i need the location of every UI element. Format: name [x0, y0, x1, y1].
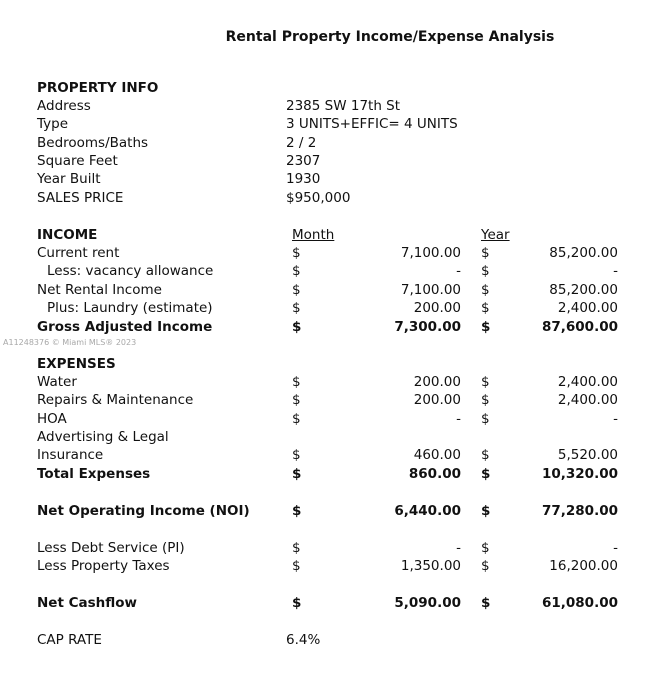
- field-label: SALES PRICE: [37, 190, 124, 206]
- property-field-row: [0, 189, 650, 207]
- year-value: 77,280.00: [541, 503, 618, 519]
- property-info-heading: PROPERTY INFO: [37, 80, 159, 96]
- year-value: 2,400.00: [557, 374, 618, 390]
- cap-rate-label: CAP RATE: [37, 632, 102, 648]
- year-value: 10,320.00: [541, 466, 618, 482]
- month-currency: $: [292, 466, 302, 482]
- property-taxes-row: [0, 557, 650, 575]
- income-row: [0, 281, 650, 299]
- month-value: 200.00: [413, 374, 461, 390]
- year-currency: $: [481, 374, 490, 390]
- year-currency: $: [481, 466, 491, 482]
- month-currency: $: [292, 282, 301, 298]
- row-label: Plus: Laundry (estimate): [47, 300, 213, 316]
- month-value: -: [456, 263, 461, 279]
- month-currency: $: [292, 447, 301, 463]
- row-label: Net Cashflow: [37, 595, 138, 611]
- month-currency: $: [292, 540, 301, 556]
- month-currency: $: [292, 374, 301, 390]
- year-currency: $: [481, 447, 490, 463]
- property-field-row: [0, 115, 650, 133]
- property-field-row: [0, 152, 650, 170]
- year-value: 2,400.00: [557, 392, 618, 408]
- year-value: 85,200.00: [549, 282, 618, 298]
- field-label: Year Built: [37, 171, 101, 187]
- year-currency: $: [481, 282, 490, 298]
- expense-row: [0, 410, 650, 428]
- month-currency: $: [292, 503, 302, 519]
- field-value: $950,000: [286, 190, 351, 206]
- year-currency: $: [481, 263, 490, 279]
- field-value: 2307: [286, 153, 321, 169]
- year-value: 2,400.00: [557, 300, 618, 316]
- income-row: [0, 262, 650, 280]
- row-label: Less Debt Service (PI): [37, 540, 185, 556]
- property-info-heading-row: [0, 79, 650, 97]
- gross-adjusted-income-row: [0, 318, 650, 336]
- income-heading: INCOME: [37, 227, 98, 243]
- row-label: Total Expenses: [37, 466, 151, 482]
- income-row: [0, 299, 650, 317]
- year-value: -: [613, 411, 618, 427]
- field-label: Square Feet: [37, 153, 118, 169]
- year-currency: $: [481, 300, 490, 316]
- row-label: Insurance: [37, 447, 104, 463]
- row-label: Less Property Taxes: [37, 558, 170, 574]
- field-label: Type: [37, 116, 69, 132]
- month-currency: $: [292, 319, 302, 335]
- year-value: 16,200.00: [549, 558, 618, 574]
- month-value: 200.00: [413, 300, 461, 316]
- month-value: 860.00: [408, 466, 461, 482]
- year-currency: $: [481, 595, 491, 611]
- noi-row: [0, 502, 650, 520]
- month-currency: $: [292, 245, 301, 261]
- row-label: Gross Adjusted Income: [37, 319, 213, 335]
- year-currency: $: [481, 558, 490, 574]
- month-currency: $: [292, 263, 301, 279]
- year-value: -: [613, 540, 618, 556]
- property-field-row: [0, 170, 650, 188]
- month-value: 6,440.00: [394, 503, 461, 519]
- mls-watermark: A11248376 © Miami MLS® 2023: [3, 338, 137, 347]
- expense-row: [0, 446, 650, 464]
- net-cashflow-row: [0, 594, 650, 612]
- row-label: Repairs & Maintenance: [37, 392, 194, 408]
- month-value: 5,090.00: [394, 595, 461, 611]
- cap-rate-value: 6.4%: [286, 632, 321, 648]
- month-currency: $: [292, 300, 301, 316]
- debt-service-row: [0, 539, 650, 557]
- year-column-header: Year: [481, 227, 510, 243]
- month-value: 460.00: [413, 447, 461, 463]
- month-currency: $: [292, 392, 301, 408]
- row-label: Current rent: [37, 245, 120, 261]
- field-value: 2385 SW 17th St: [286, 98, 401, 114]
- month-value: -: [456, 540, 461, 556]
- expense-row: [0, 373, 650, 391]
- month-currency: $: [292, 595, 302, 611]
- cap-rate-row: [0, 631, 650, 649]
- month-value: 1,350.00: [400, 558, 461, 574]
- row-label: Net Rental Income: [37, 282, 162, 298]
- income-heading-row: [0, 226, 650, 244]
- month-currency: $: [292, 411, 301, 427]
- document-title: Rental Property Income/Expense Analysis: [225, 29, 555, 45]
- row-label: Water: [37, 374, 77, 390]
- month-value: 7,300.00: [394, 319, 461, 335]
- month-value: 7,100.00: [400, 245, 461, 261]
- row-label: Advertising & Legal: [37, 429, 169, 445]
- year-value: 87,600.00: [541, 319, 618, 335]
- property-field-row: [0, 134, 650, 152]
- year-value: 61,080.00: [541, 595, 618, 611]
- expenses-heading: EXPENSES: [37, 356, 116, 372]
- income-row: [0, 244, 650, 262]
- year-value: 85,200.00: [549, 245, 618, 261]
- year-currency: $: [481, 540, 490, 556]
- year-value: 5,520.00: [557, 447, 618, 463]
- year-currency: $: [481, 245, 490, 261]
- field-label: Address: [37, 98, 91, 114]
- month-currency: $: [292, 558, 301, 574]
- year-value: -: [613, 263, 618, 279]
- month-value: 200.00: [413, 392, 461, 408]
- month-value: 7,100.00: [400, 282, 461, 298]
- expenses-heading-row: [0, 355, 650, 373]
- property-field-row: [0, 97, 650, 115]
- month-value: -: [456, 411, 461, 427]
- expense-row: [0, 391, 650, 409]
- field-value: 3 UNITS+EFFIC= 4 UNITS: [286, 116, 458, 132]
- field-label: Bedrooms/Baths: [37, 135, 149, 151]
- year-currency: $: [481, 503, 491, 519]
- row-label: Net Operating Income (NOI): [37, 503, 250, 519]
- field-value: 1930: [286, 171, 321, 187]
- year-currency: $: [481, 392, 490, 408]
- year-currency: $: [481, 319, 491, 335]
- year-currency: $: [481, 411, 490, 427]
- field-value: 2 / 2: [286, 135, 317, 151]
- month-column-header: Month: [292, 227, 335, 243]
- row-label: HOA: [37, 411, 67, 427]
- expense-row: [0, 428, 650, 446]
- row-label: Less: vacancy allowance: [47, 263, 214, 279]
- total-expenses-row: [0, 465, 650, 483]
